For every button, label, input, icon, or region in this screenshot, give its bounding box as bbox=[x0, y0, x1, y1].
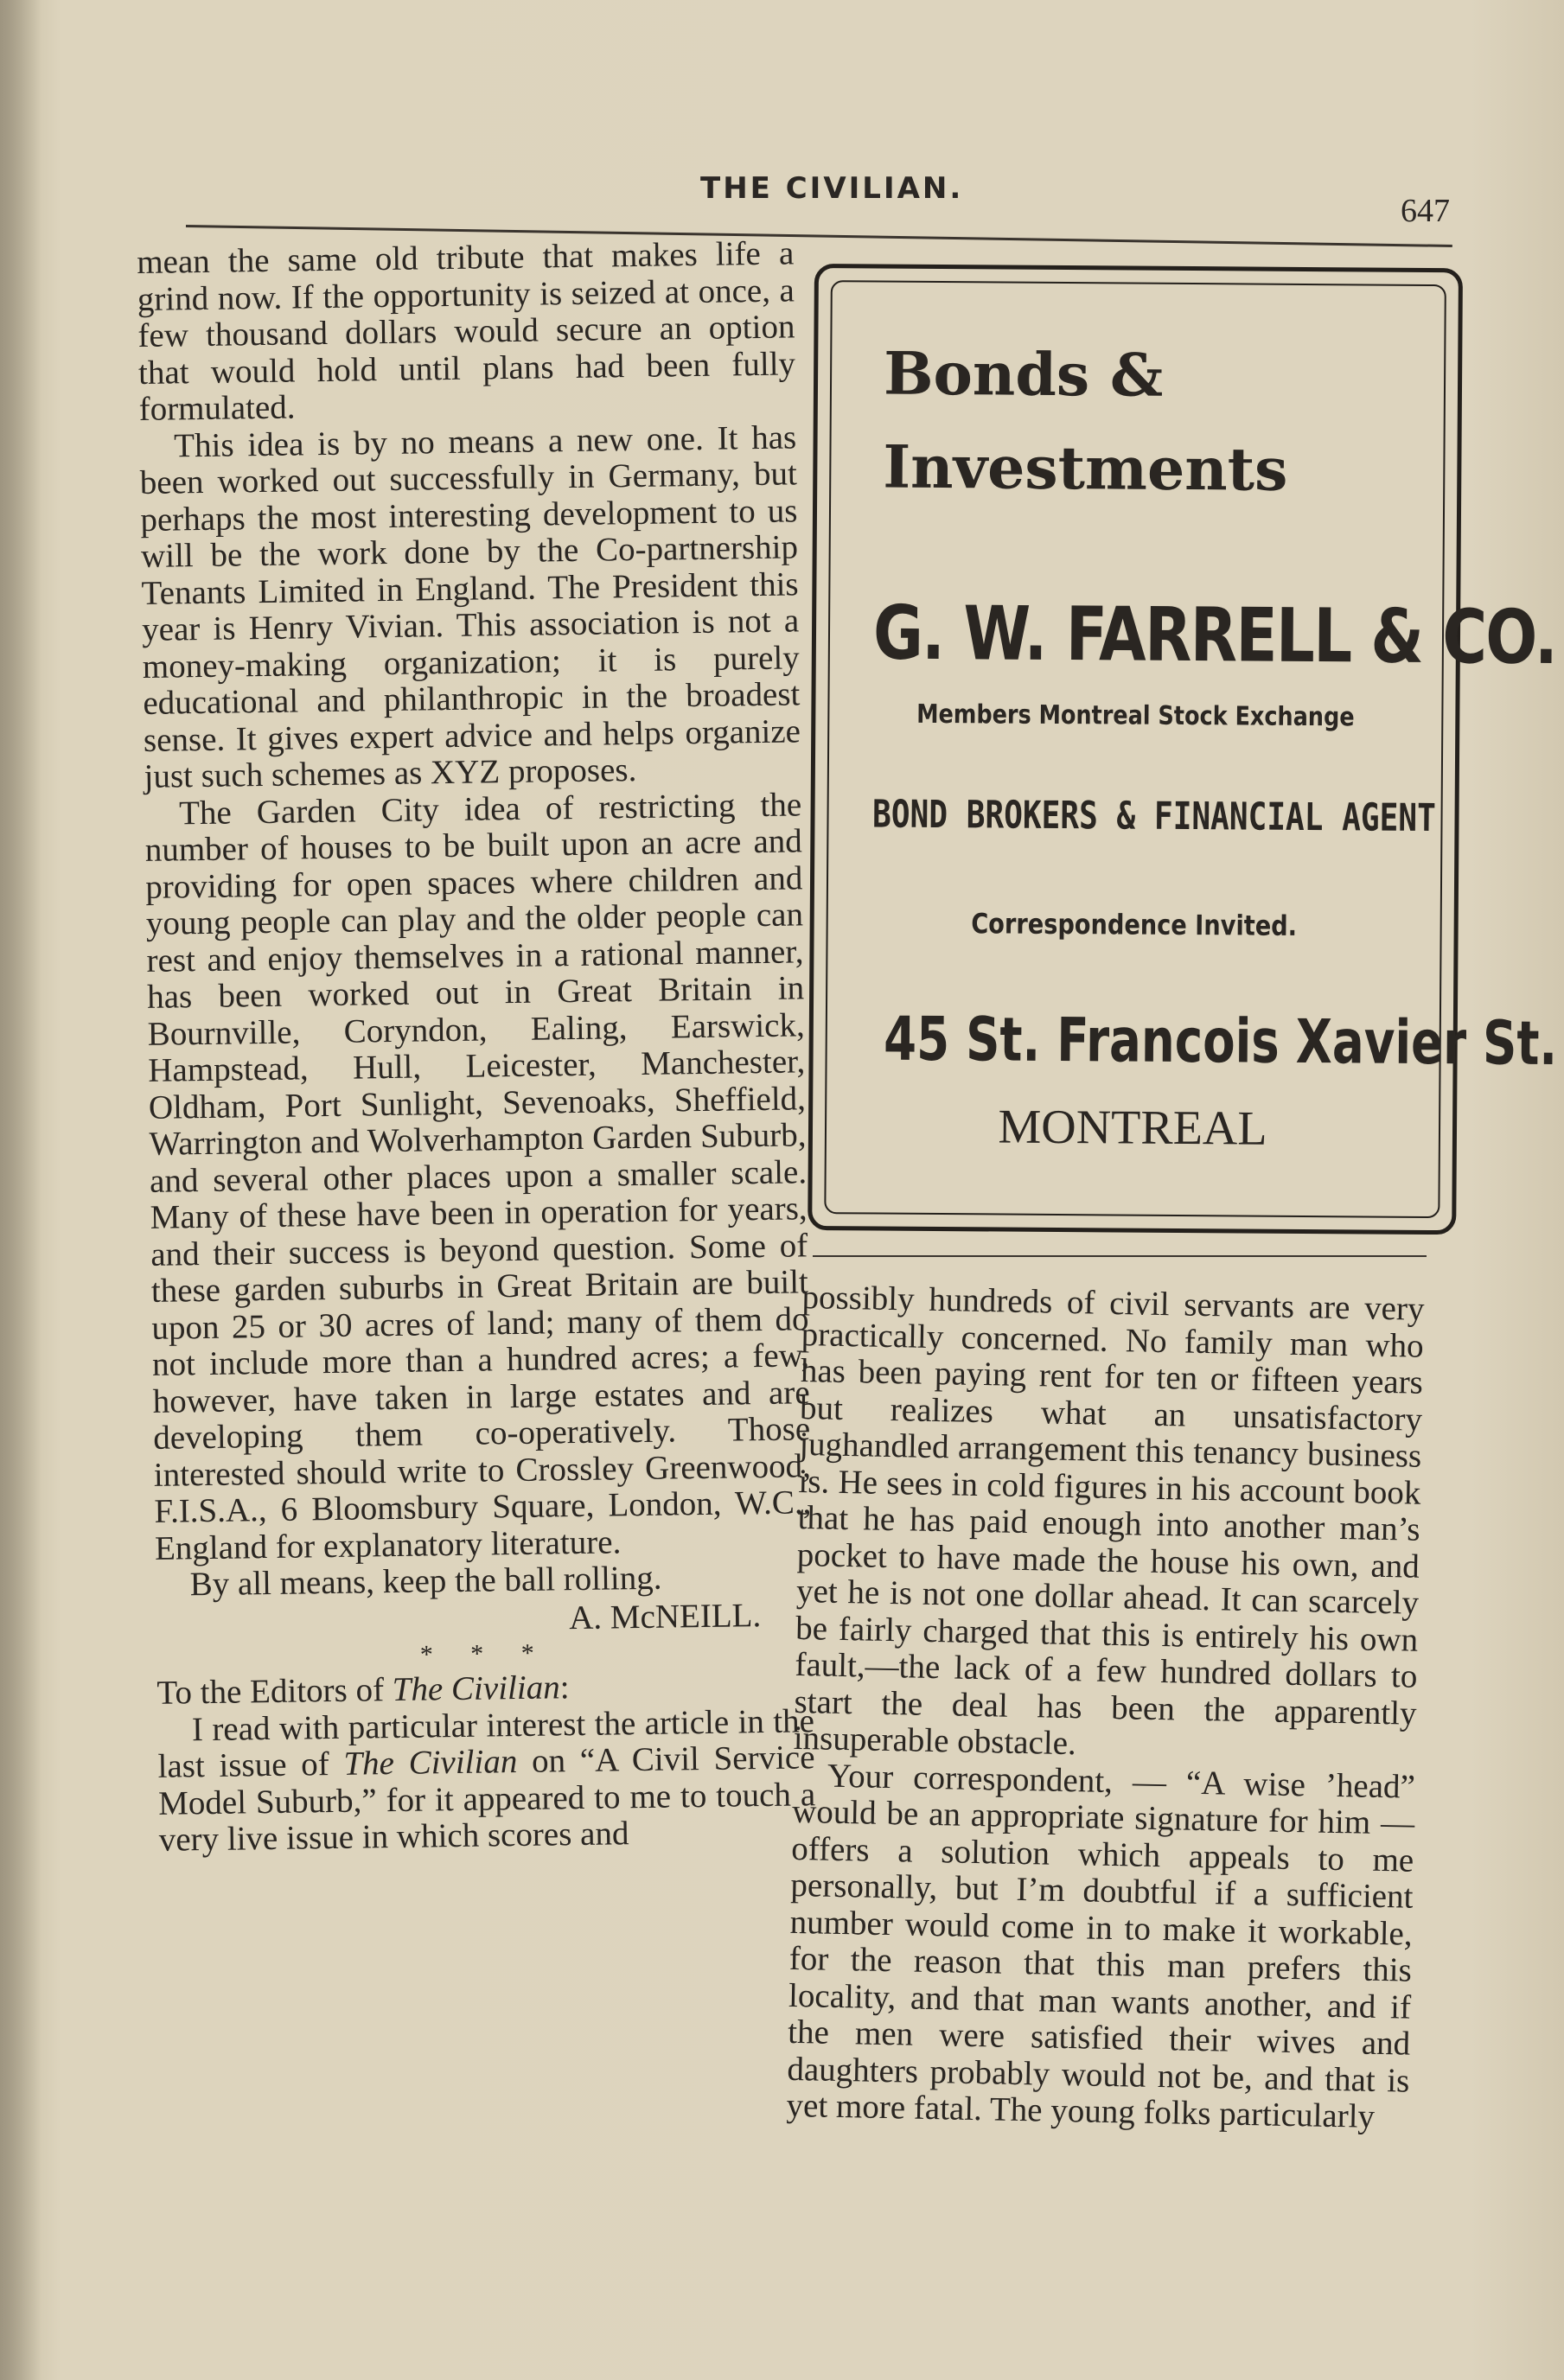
ad-address: 45 St. Francois Xavier St. bbox=[883, 1003, 1558, 1080]
publication-title: The Civilian bbox=[343, 1743, 518, 1783]
ad-business-line: BOND BROKERS & FINANCIAL AGENT bbox=[871, 792, 1436, 841]
paragraph: mean the same old tribute that makes life a grind now. If the opportunity is seized at once, a few thousand dollars would secure an option that would hold until plans had been fully formulated. bbox=[136, 234, 796, 428]
paragraph: This idea is by no means a new one. It has been worked out successfully in Germany, but perhaps the most interesting development to us will be the work done by the Co-partnership Tenants Limited in England. The President this year is Henry Vivian. This association is not a money-making organization; it is purely educational and philanthropic in the broadest sense. It gives expert advice and helps organize just such schemes as XYZ proposes. bbox=[139, 418, 801, 795]
advertisement-box bbox=[808, 264, 1558, 1235]
page-number: 647 bbox=[1401, 193, 1450, 229]
running-head: THE CIVILIAN. bbox=[700, 171, 964, 206]
paragraph: I read with particular interest the article in the last issue of The Civilian on “A Civil Service Model Suburb,” for it appeared to me to touch a very live issue in which scores and bbox=[157, 1701, 816, 1859]
paragraph: Your correspondent, — “A wise ’head” would be an appropriate signature for him — offers a solution which appeals to me personally, but I’m doubtful if a sufficient number would come in to make it workable, for the reason that this man prefers this locality, and that man wants another, and if the men were satisfied their wives and daughters probably would not be, and that is yet more fatal. The young folks particularly bbox=[786, 1757, 1416, 2135]
advertisement-rule bbox=[813, 1255, 1427, 1257]
ad-firm-name: G. W. FARRELL & CO. bbox=[872, 590, 1557, 682]
ad-members-line: Members Montreal Stock Exchange bbox=[916, 699, 1355, 733]
paragraph: possibly hundreds of civil servants are very practically concerned. No family man who has been paying rent for ten or fifteen years but realizes what an unsatisfactory jughandled arrangement this tenancy business is. He sees in cold figures in his account book that he has paid enough into another man’s pocket to have made the house his own, and yet he is not one dollar ahead. It can scarcely be fairly charged that this is entirely his own fault,—the lack of a few hundred dollars to start the deal has been the apparently insuperable obstacle. bbox=[793, 1279, 1425, 1763]
signature: A. McNEILL. bbox=[568, 1596, 762, 1637]
left-column bbox=[137, 235, 816, 1859]
letter-salutation: To the Editors of The Civilian: bbox=[156, 1669, 570, 1712]
ad-correspondence-line: Correspondence Invited. bbox=[971, 907, 1298, 942]
ad-city: MONTREAL bbox=[998, 1100, 1267, 1156]
binding-shadow bbox=[0, 0, 41, 2380]
section-divider-stars: * * * bbox=[419, 1638, 551, 1669]
right-column bbox=[786, 1279, 1425, 2136]
ad-heading-line1: Bonds & bbox=[883, 339, 1164, 411]
ad-heading-line2: Investments bbox=[883, 432, 1288, 505]
paragraph: By all means, keep the ball rolling. bbox=[189, 1559, 662, 1604]
paragraph: The Garden City idea of restricting the number of houses to be built upon an acre and providing for open spaces where children and young people can play and the older people can rest and enjoy themselves in a rational manner, has been worked out in Great Britain in Bournville, Coryndon, Ealing, Earswick, Hampstead, Hull, Leicester, Manchester, Oldham, Port Sunlight, Sevenoaks, Sheffield, Warrington and Wolverhampton Garden Suburb, and several other places upon a smaller scale. Many of these have been in operation for years, and their success is beyond question. Some of these garden suburbs in Great Britain are built upon 25 or 30 acres of land; many of them do not include more than a hundred acres; a few, however, have taken in large estates and are developing them co-operatively. Those interested should write to Crossley Greenwood, F.I.S.A., 6 Bloomsbury Square, London, W.C., England for explanatory literature. bbox=[144, 785, 812, 1567]
publication-title: The Civilian bbox=[392, 1669, 560, 1709]
